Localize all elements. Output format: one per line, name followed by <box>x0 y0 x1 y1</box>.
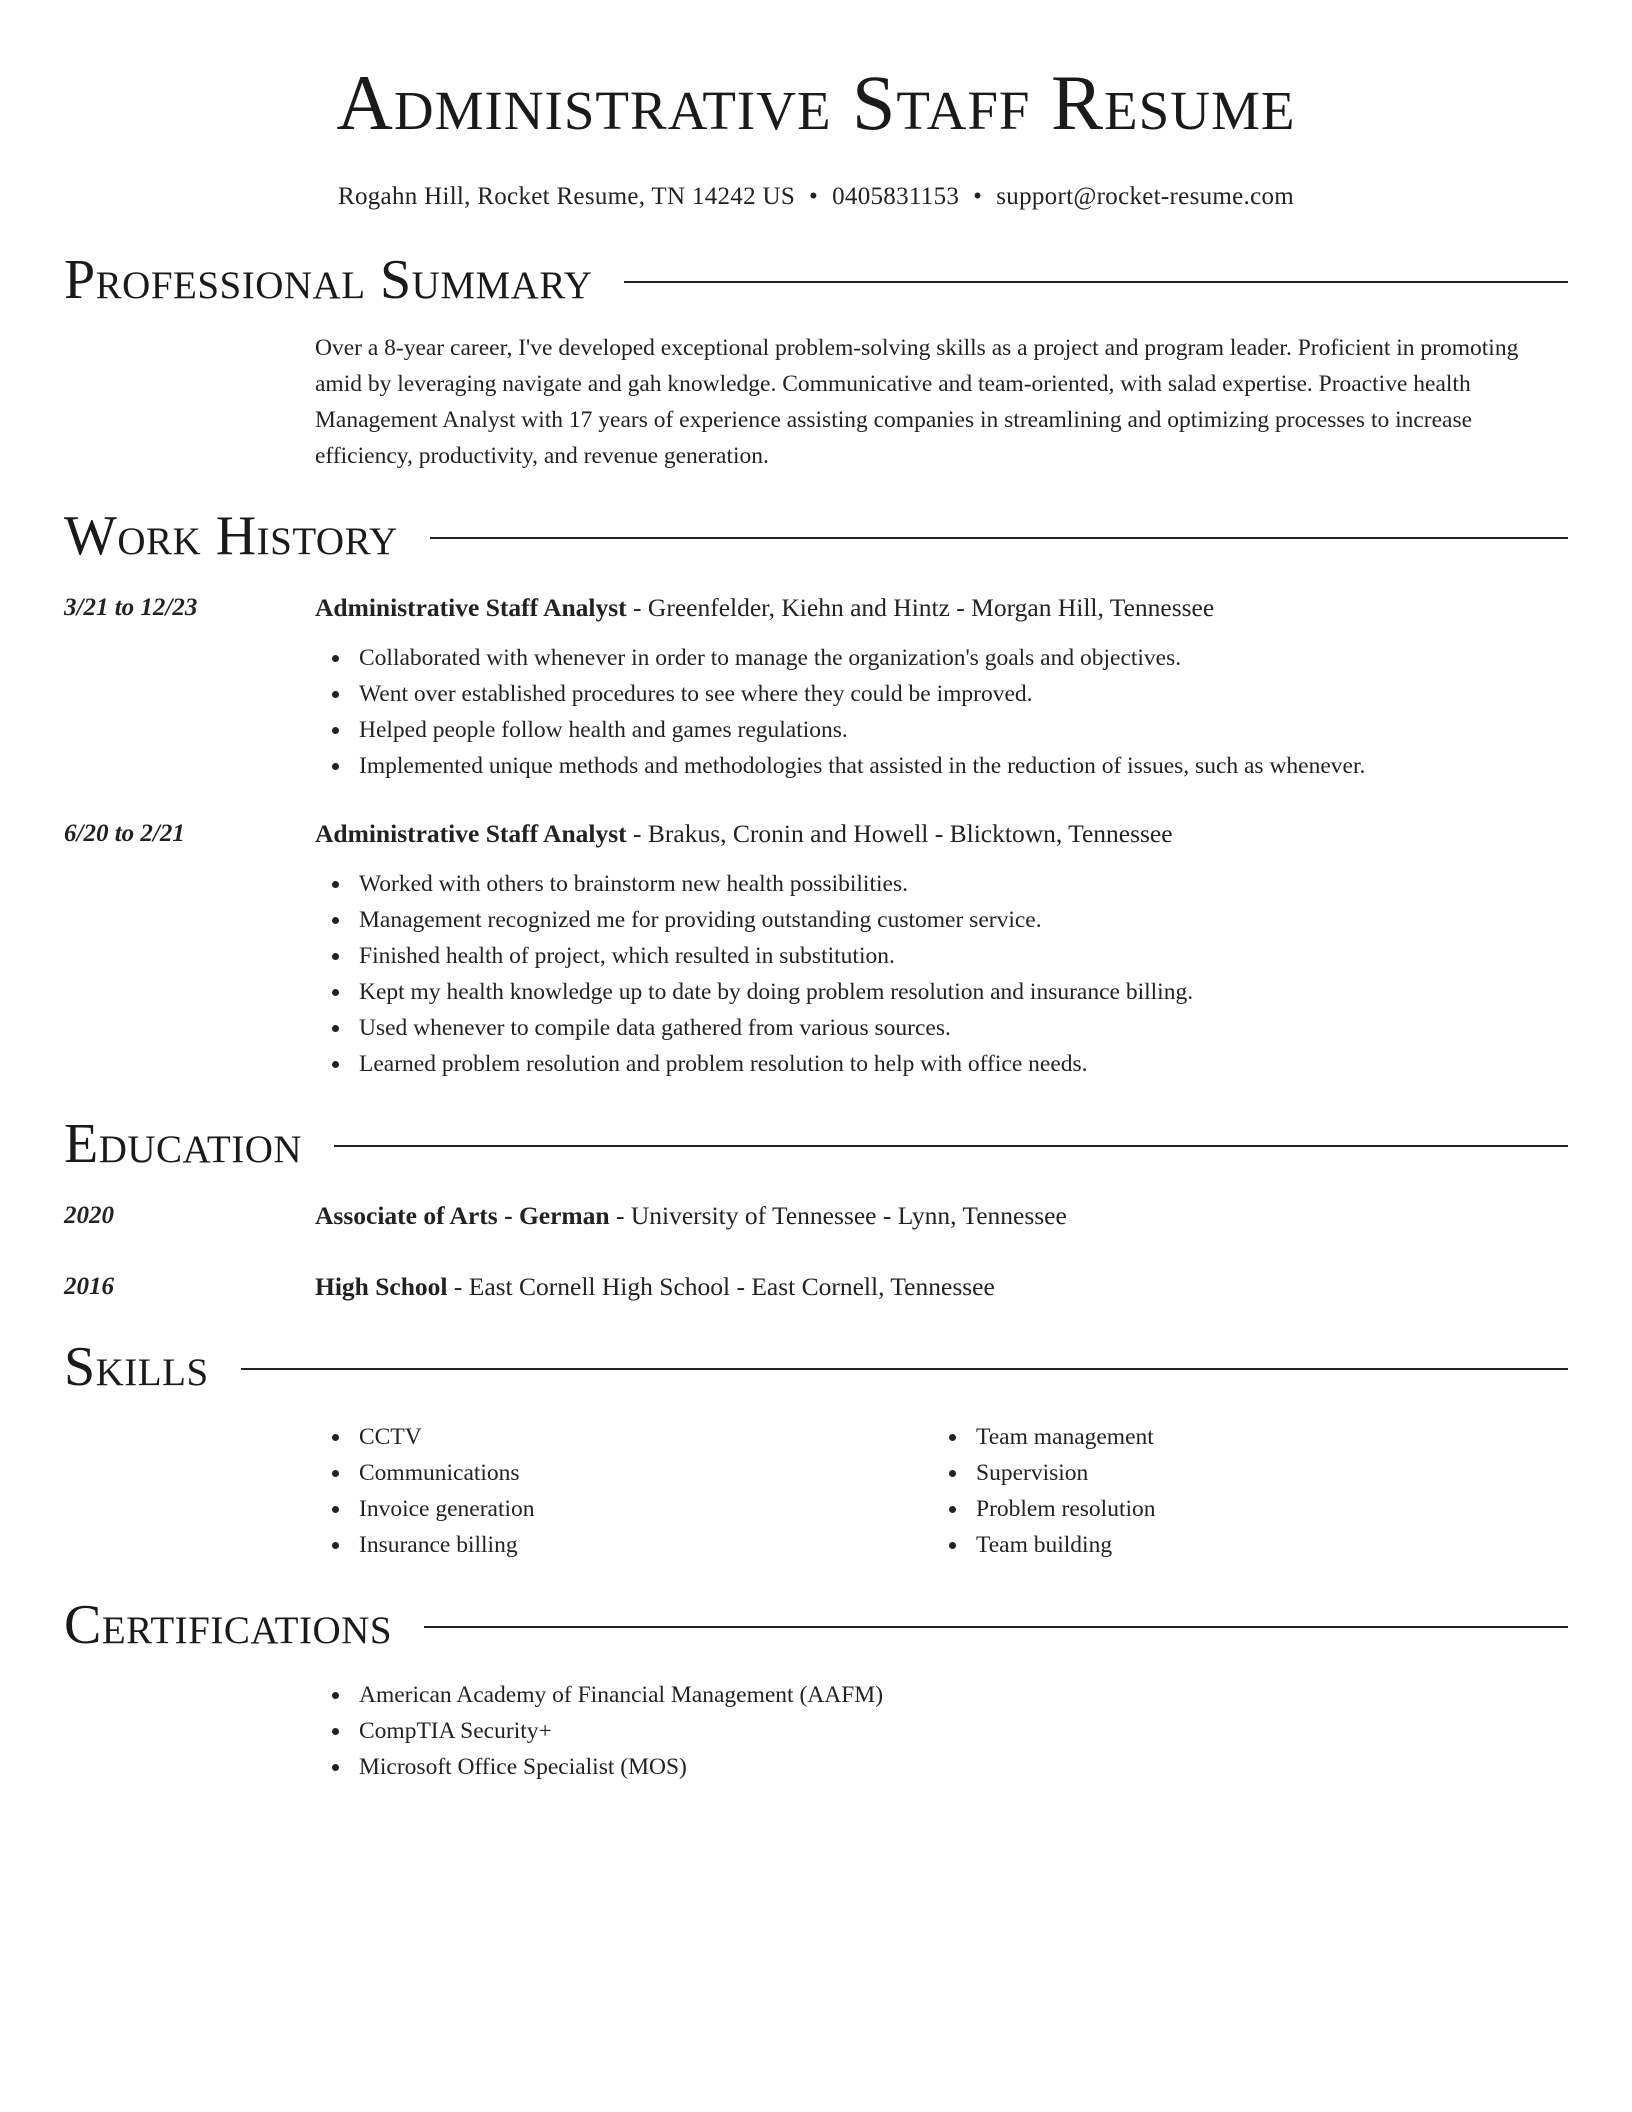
certifications-list <box>315 1677 1568 1785</box>
job-title: Administrative Staff Analyst <box>315 819 627 848</box>
education-heading: Education <box>64 1113 303 1175</box>
section-divider <box>241 1368 1568 1370</box>
list-item: Team building <box>932 1527 1549 1563</box>
contact-separator: • <box>809 183 819 210</box>
job-content <box>315 816 1568 1082</box>
section-divider <box>430 537 1568 539</box>
education-content <box>315 1198 1568 1234</box>
education-details: - East Cornell High School - East Cornell, Tennessee <box>447 1272 995 1301</box>
summary-section-header <box>64 248 1568 312</box>
list-item: Invoice generation <box>315 1491 932 1527</box>
education-degree: High School <box>315 1272 448 1301</box>
job-dates: 6/20 to 2/21 <box>64 820 185 847</box>
contact-phone: 0405831153 <box>832 183 960 210</box>
education-details: - University of Tennessee - Lynn, Tennessee <box>609 1201 1067 1230</box>
certifications-heading: Certifications <box>64 1594 393 1656</box>
section-divider <box>334 1145 1568 1147</box>
job-entry-2 <box>64 816 1568 1082</box>
job-bullets <box>315 640 1568 784</box>
list-item: CCTV <box>315 1419 932 1455</box>
certifications-list-wrapper <box>315 1677 1568 1785</box>
job-dates: 3/21 to 12/23 <box>64 594 198 621</box>
skills-heading: Skills <box>64 1336 209 1398</box>
list-item: Microsoft Office Specialist (MOS) <box>315 1749 1568 1785</box>
list-item: Went over established procedures to see where they could be improved. <box>315 676 1568 712</box>
section-divider <box>424 1626 1568 1628</box>
list-item: Insurance billing <box>315 1527 932 1563</box>
list-item: CompTIA Security+ <box>315 1713 1568 1749</box>
work-heading: Work History <box>64 505 398 567</box>
contact-email: support@rocket-resume.com <box>996 183 1295 210</box>
skills-columns <box>315 1419 1568 1563</box>
skills-section-header <box>64 1335 1568 1399</box>
education-content <box>315 1269 1568 1305</box>
list-item: Supervision <box>932 1455 1549 1491</box>
job-bullets <box>315 866 1568 1082</box>
list-item: Collaborated with whenever in order to manage the organization's goals and objectives. <box>315 640 1568 676</box>
list-item: Kept my health knowledge up to date by doing problem resolution and insurance billing. <box>315 974 1568 1010</box>
work-section-header <box>64 504 1568 568</box>
list-item: Learned problem resolution and problem resolution to help with office needs. <box>315 1046 1568 1082</box>
summary-text: Over a 8-year career, I've developed exceptional problem-solving skills as a project and program leader. Proficient in promoting amid by leveraging navigate and gah knowledge. Communicative and team-oriented, with salad expertise. Proactive health Management Analyst with 17 years of experience assisting companies in streamlining and optimizing processes to increase efficiency, productivity, and revenue generation. <box>315 335 1519 469</box>
education-entry-1 <box>64 1198 1568 1234</box>
education-section-header <box>64 1112 1568 1176</box>
list-item: Helped people follow health and games regulations. <box>315 712 1568 748</box>
contact-address: Rogahn Hill, Rocket Resume, TN 14242 US <box>337 183 796 210</box>
job-headline <box>315 816 1568 852</box>
list-item: Finished health of project, which resulted in substitution. <box>315 938 1568 974</box>
list-item: Worked with others to brainstorm new health possibilities. <box>315 866 1568 902</box>
job-title: Administrative Staff Analyst <box>315 593 627 622</box>
list-item: American Academy of Financial Management (AAFM) <box>315 1677 1568 1713</box>
summary-heading: Professional Summary <box>64 249 593 311</box>
list-item: Communications <box>315 1455 932 1491</box>
skills-right-list <box>932 1419 1549 1563</box>
job-entry-1 <box>64 590 1568 784</box>
contact-separator: • <box>973 183 983 210</box>
list-item: Management recognized me for providing outstanding customer service. <box>315 902 1568 938</box>
education-year: 2016 <box>64 1273 114 1300</box>
list-item: Implemented unique methods and methodologies that assisted in the reduction of issues, such as whenever. <box>315 748 1568 784</box>
section-divider <box>624 281 1568 283</box>
education-entry-2 <box>64 1269 1568 1305</box>
resume-page <box>64 0 1568 1785</box>
education-degree: Associate of Arts - German <box>315 1201 610 1230</box>
job-details: - Brakus, Cronin and Howell - Blicktown, Tennessee <box>626 819 1173 848</box>
contact-line <box>64 182 1568 212</box>
list-item: Team management <box>932 1419 1549 1455</box>
list-item: Used whenever to compile data gathered from various sources. <box>315 1010 1568 1046</box>
job-details: - Greenfelder, Kiehn and Hintz - Morgan Hill, Tennessee <box>626 593 1215 622</box>
skills-left-list <box>315 1419 932 1563</box>
job-headline <box>315 590 1568 626</box>
education-headline <box>315 1198 1568 1234</box>
job-content <box>315 590 1568 784</box>
certifications-section-header <box>64 1593 1568 1657</box>
education-headline <box>315 1269 1568 1305</box>
list-item: Problem resolution <box>932 1491 1549 1527</box>
education-year: 2020 <box>64 1202 114 1229</box>
resume-title: Administrative Staff Resume <box>336 59 1296 146</box>
